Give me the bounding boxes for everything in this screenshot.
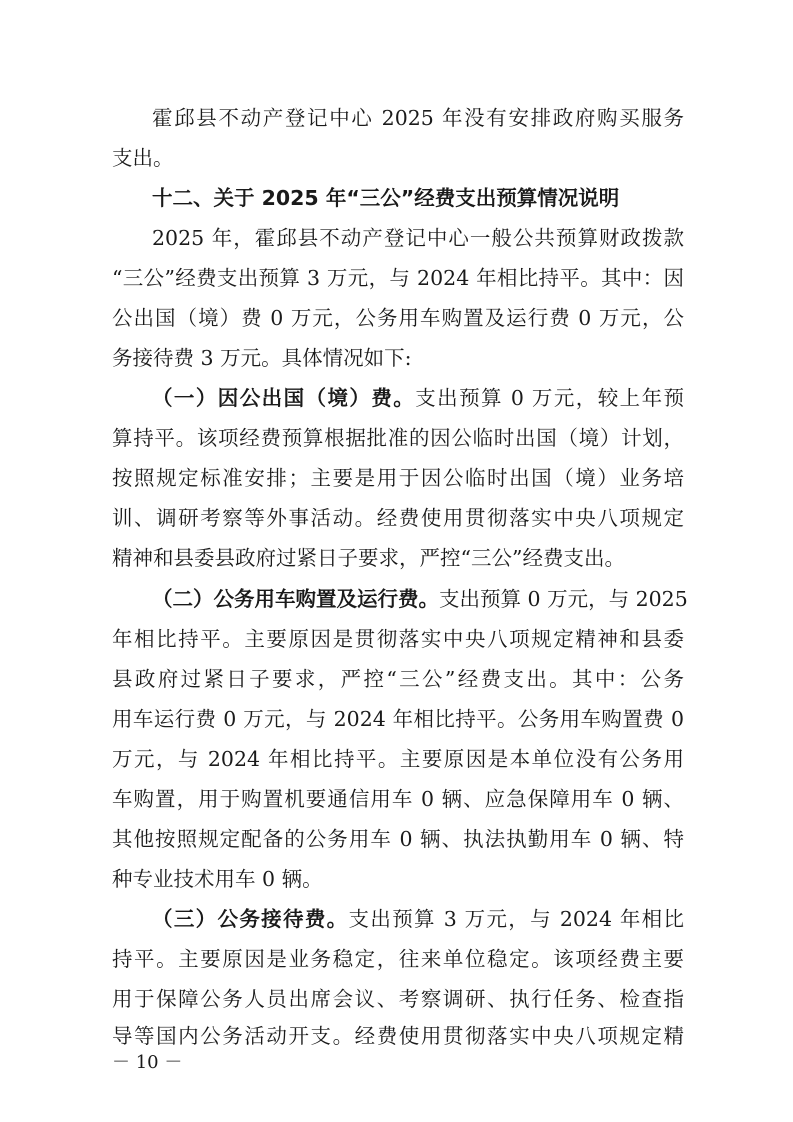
subsection-first-line [152, 386, 684, 410]
section-heading: 十二、关于 2025 年“三公”经费支出预算情况说明 [152, 186, 620, 210]
subsection-title: （三）公务接待费。 [152, 907, 349, 931]
paragraph-line: 其他按照规定配备的公务用车 0 辆、执法执勤用车 0 辆、特 [112, 827, 684, 851]
subsection-title: （二）公务用车购置及运行费。 [152, 587, 439, 611]
paragraph-line: 种专业技术用车 0 辆。 [112, 867, 323, 891]
paragraph-line: 训、调研考察等外事活动。经费使用贯彻落实中央八项规定 [112, 506, 684, 530]
paragraph-line: 霍邱县不动产登记中心 2025 年没有安排政府购买服务 [152, 106, 684, 130]
subsection-first-line [152, 907, 684, 931]
paragraph-line: 公出国（境）费 0 万元，公务用车购置及运行费 0 万元，公 [112, 306, 684, 330]
paragraph-line: 用车运行费 0 万元，与 2024 年相比持平。公务用车购置费 0 [112, 707, 684, 731]
paragraph-line: 年相比持平。主要原因是贯彻落实中央八项规定精神和县委 [112, 627, 684, 651]
paragraph-line: 导等国内公务活动开支。经费使用贯彻落实中央八项规定精 [112, 1024, 684, 1048]
paragraph-line: 持平。主要原因是业务稳定，往来单位稳定。该项经费主要 [112, 947, 684, 971]
page-number: － 10 － [112, 1052, 183, 1073]
subsection-text: 支出预算 3 万元，与 2024 年相比 [348, 907, 685, 931]
subsection-first-line [152, 587, 688, 611]
paragraph-line: 车购置，用于购置机要通信用车 0 辆、应急保障用车 0 辆、 [112, 787, 684, 811]
paragraph-line: 县政府过紧日子要求，严控“三公”经费支出。其中：公务 [112, 667, 684, 691]
paragraph-line: 务接待费 3 万元。具体情况如下: [112, 346, 412, 370]
paragraph-line: “三公”经费支出预算 3 万元，与 2024 年相比持平。其中：因 [112, 266, 684, 290]
subsection-text: 支出预算 0 万元，较上年预 [415, 386, 685, 410]
subsection-title: （一）因公出国（境）费。 [152, 386, 416, 410]
paragraph-line: 2025 年，霍邱县不动产登记中心一般公共预算财政拨款 [152, 226, 684, 250]
subsection-text: 支出预算 0 万元，与 2025 [439, 587, 688, 611]
paragraph-line: 精神和县委县政府过紧日子要求，严控“三公”经费支出。 [112, 546, 625, 570]
paragraph-line: 用于保障公务人员出席会议、考察调研、执行任务、检查指 [112, 987, 684, 1011]
paragraph-line: 算持平。该项经费预算根据批准的因公临时出国（境）计划， [112, 426, 684, 450]
paragraph-line: 按照规定标准安排；主要是用于因公临时出国（境）业务培 [112, 466, 684, 490]
paragraph-line: 万元，与 2024 年相比持平。主要原因是本单位没有公务用 [112, 747, 684, 771]
paragraph-line: 支出。 [112, 146, 174, 170]
